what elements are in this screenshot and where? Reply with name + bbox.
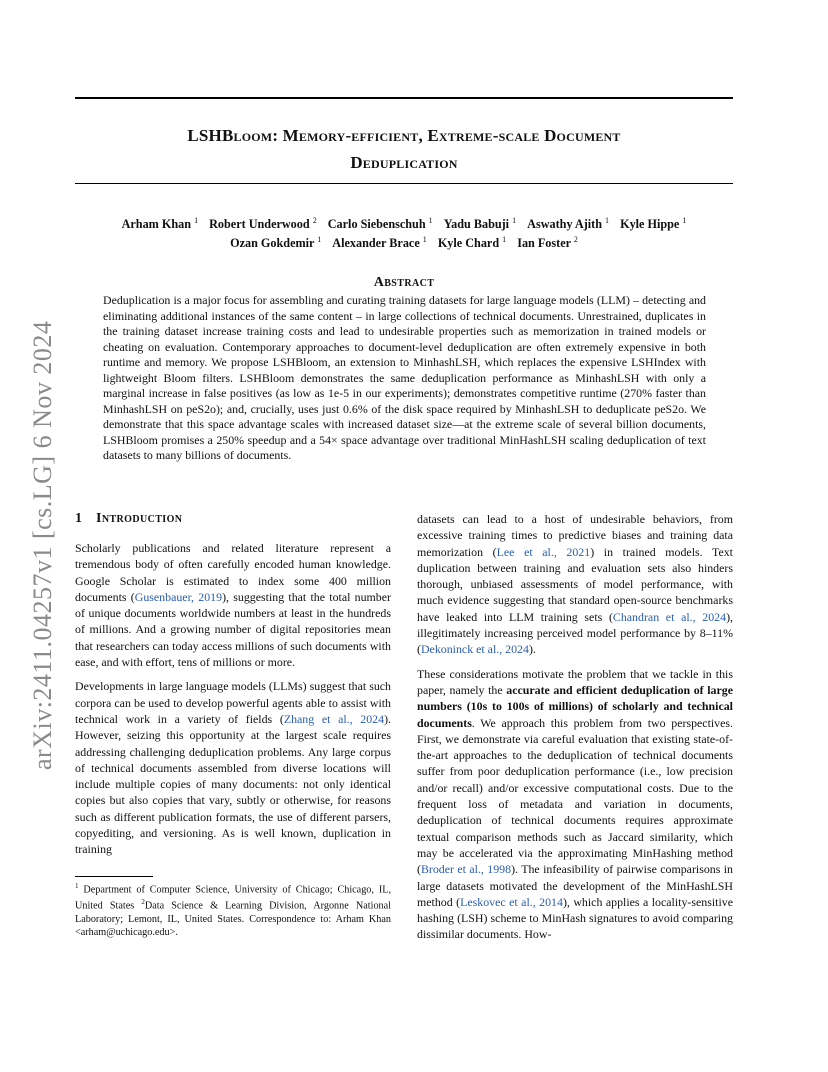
citation-link[interactable]: Zhang et al., 2024	[283, 711, 385, 726]
arxiv-identifier: arXiv:2411.04257v1 [cs.LG] 6 Nov 2024	[28, 320, 57, 770]
section-title: Introduction	[96, 511, 183, 526]
author: Kyle Hippe $^1$	[620, 216, 687, 232]
citation-link[interactable]: Lee et al., 2021	[496, 544, 591, 559]
author: Ian Foster $^2$	[517, 235, 578, 251]
paragraph: Scholarly publications and related literature represent a tremendous body of often carefully encoded human knowledge. Google Scholar is estimated to index some 400 million documents (Gusenbauer, 2019), suggesting that the total number of unique documents worldwide numbers at least in the hundreds of millions. And a growing number of digital repositories mean that researchers can today access millions of such documents with ease, and with effort, tens of millions or more.	[75, 541, 391, 670]
title-line-1: LSHBloom: Memory-efficient, Extreme-scale Document	[187, 126, 621, 145]
citation-link[interactable]: Dekoninck et al., 2024	[420, 642, 529, 657]
author: Kyle Chard $^1$	[437, 235, 507, 251]
section-number: 1	[75, 511, 82, 526]
author: Robert Underwood $^2$	[209, 216, 317, 232]
paragraph: These considerations motivate the problem that we tackle in this paper, namely the accurate and efficient deduplication of large numbers (10s to 100s of millions) of scholarly and technical documents. We approach this problem from two perspectives. First, we demonstrate via careful evaluation that existing state-of-the-art approaches to the deduplication of technical documents suffer from poor deduplication performance (i.e., low precision and/or recall) and/or excessive computational costs. Due to the frequent loss of metadata and variation in documents, deduplication of technical documents requires approximate textual comparison methods such as Jaccard similarity, which may be accelerated via the approximating MinHashing method (Broder et al., 1998). The infeasibility of pairwise comparisons in large datasets motivated the development of the MinHashLSH method (Leskovec et al., 2014), which applies a locality-sensitive hashing (LSH) scheme to MinHash signatures to avoid comparing dissimilar documents. How-	[417, 666, 733, 942]
left-column	[75, 510, 391, 866]
footnote-rule	[75, 876, 153, 877]
author-list	[75, 213, 733, 251]
citation-link[interactable]: Broder et al., 1998	[420, 862, 512, 877]
author: Arham Khan $^1$	[121, 216, 199, 232]
section-heading	[75, 510, 391, 528]
title-rule-bottom	[75, 183, 733, 184]
emphasis: accurate and efficient deduplication of large numbers (10s to 100s of millions) of scholarly and technical documents	[417, 682, 733, 730]
footnote: $^1$ Department of Computer Science, University of Chicago; Chicago, IL, United States $^2$Data Science & Learning Division, Argonne National Laboratory; Lemont, IL, United States. Correspondence to: Arham Khan <arham@uchicago.edu>.	[75, 882, 391, 938]
author: Aswathy Ajith $^1$	[527, 216, 610, 232]
citation-link[interactable]: Leskovec et al., 2014	[460, 894, 563, 909]
author: Yadu Babuji $^1$	[443, 216, 517, 232]
paragraph: Developments in large language models (LLMs) suggest that such corpora can be used to develop powerful agents able to assist with technical work in a variety of fields (Zhang et al., 2024). However, seizing this opportunity at the largest scale requires addressing challenging deduplication problems. Any large corpus of technical documents assembled from diverse locations will include multiple copies of many documents: not only identical copies but also copies that vary, subtly or otherwise, for reasons such as different publication formats, the use of different parsers, copyediting, and versioning. As is well known, duplication in training	[75, 679, 392, 857]
right-column	[417, 511, 733, 951]
author-line-1	[75, 213, 733, 232]
abstract-heading: Abstract	[373, 275, 435, 290]
citation-link[interactable]: Gusenbauer, 2019	[134, 589, 223, 604]
title-rule-top	[75, 97, 733, 99]
author: Ozan Gokdemir $^1$	[230, 235, 322, 251]
paragraph: datasets can lead to a host of undesirable behaviors, from excessive training times to predictive biases and training data memorization (Lee et al., 2021) in trained models. Text duplication between training and evaluation sets also hinders thorough, unbiased assessments of model performance, with much evidence suggesting that standard open-source benchmarks have leaked into LLM training sets (Chandran et al., 2024), illegitimately increasing perceived model performance by 8–11% (Dekoninck et al., 2024).	[417, 512, 733, 657]
title-line-2: Deduplication	[350, 153, 458, 172]
paper-title	[75, 122, 733, 176]
abstract-text: Deduplication is a major focus for assembling and curating training datasets for large language models (LLM) – detecting and eliminating additional instances of the same content – in large collections of technical documents. Unrestrained, duplicates in the training dataset increase training costs and lead to undesirable properties such as memorization in trained models or cheating on evaluation. Contemporary approaches to document-level deduplication are often extremely expensive in both runtime and memory. We propose LSHBloom, an extension to MinhashLSH, which replaces the expensive LSHIndex with lightweight Bloom filters. LSHBloom demonstrates the same deduplication performance as MinhashLSH with only a marginal increase in false positives (as low as 1e-5 in our experiments); demonstrates competitive runtime (270% faster than MinhashLSH on peS2o); and, crucially, uses just 0.6% of the disk space required by MinhashLSH to deduplicate peS2o. We demonstrate that this space advantage scales with increased dataset size—at the extreme scale of several billion documents, LSHBloom promises a 250% speedup and a 54× space advantage over traditional MinHashLSH scaling deduplication of text datasets to many billions of documents.	[103, 293, 706, 462]
citation-link[interactable]: Chandran et al., 2024	[612, 609, 727, 624]
author: Alexander Brace $^1$	[332, 235, 427, 251]
author-line-2	[75, 232, 733, 251]
author: Carlo Siebenschuh $^1$	[327, 216, 433, 232]
